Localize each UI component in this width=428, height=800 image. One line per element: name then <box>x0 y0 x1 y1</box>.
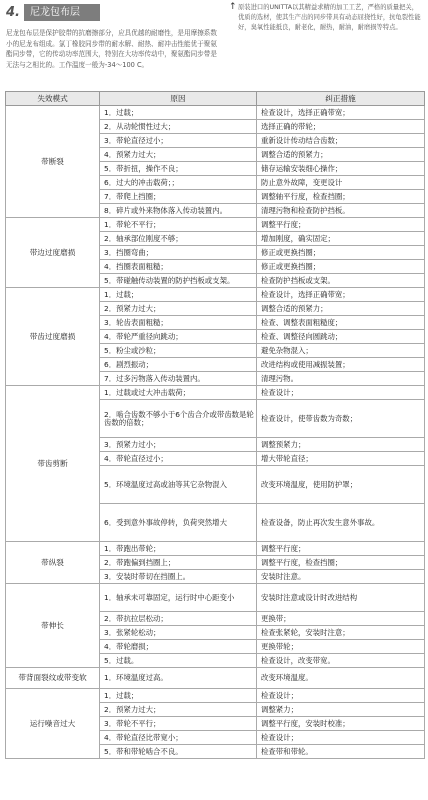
cause-cell: 1．环境温度过高。 <box>100 668 257 689</box>
header-fix: 纠正措施 <box>257 92 425 106</box>
cause-cell: 1．带轮不平行； <box>100 218 257 232</box>
fix-cell: 更换带轮； <box>257 640 425 654</box>
cause-cell: 3．轮齿表面粗糙； <box>100 316 257 330</box>
header-cause: 原因 <box>100 92 257 106</box>
cause-cell: 2．带抗拉层松动； <box>100 612 257 626</box>
table-body <box>6 106 425 759</box>
failure-mode-cell: 带齿过度磨损 <box>6 288 100 386</box>
failure-mode-cell: 运行噪音过大 <box>6 689 100 759</box>
fix-cell: 防止意外故障，变更设计 <box>257 176 425 190</box>
cause-cell: 1．过载； <box>100 689 257 703</box>
cause-cell: 4．带轮直径比带宽小； <box>100 731 257 745</box>
failure-mode-cell: 带伸长 <box>6 584 100 668</box>
failure-mode-cell: 带背面裂纹或带变软 <box>6 668 100 689</box>
fix-cell: 选择正确的带轮； <box>257 120 425 134</box>
fix-cell: 检查、调整表面粗糙度； <box>257 316 425 330</box>
failure-table <box>5 91 425 759</box>
cause-cell: 3．挡圈弯曲； <box>100 246 257 260</box>
cause-cell: 2．从动轮惯性过大； <box>100 120 257 134</box>
fix-cell: 重新设计传动结合齿数； <box>257 134 425 148</box>
fix-cell: 检查设计； <box>257 386 425 400</box>
cause-cell: 5．带碰触传动装置的防护挡板或支架。 <box>100 274 257 288</box>
fix-cell: 避免杂物混入； <box>257 344 425 358</box>
cause-cell: 1．过载或过大冲击载荷； <box>100 386 257 400</box>
cause-cell: 6．过大的冲击载荷；； <box>100 176 257 190</box>
fix-cell: 检查设备，防止再次发生意外事故。 <box>257 504 425 542</box>
cause-cell: 7．过多污物落入传动装置内。 <box>100 372 257 386</box>
table-row <box>6 106 425 120</box>
cause-cell: 4．带轮直径过小； <box>100 452 257 466</box>
cause-cell: 4．预紧力过大； <box>100 148 257 162</box>
fix-cell: 更换带； <box>257 612 425 626</box>
fix-cell: 检查设计，使带齿数为奇数； <box>257 400 425 438</box>
cause-cell: 2．预紧力过大； <box>100 703 257 717</box>
fix-cell: 调整轴平行度，检查挡圈； <box>257 190 425 204</box>
cause-cell: 5．带和带轮啮合不良。 <box>100 745 257 759</box>
up-arrow-icon: ↑ <box>229 2 237 12</box>
fix-cell: 调整紧力； <box>257 703 425 717</box>
fix-cell: 安装时注意或设计时改进结构 <box>257 584 425 612</box>
cause-cell: 3．带轮不平行； <box>100 717 257 731</box>
cause-cell: 3．安装时带切在挡圈上。 <box>100 570 257 584</box>
fix-cell: 清理污物和检查防护挡板。 <box>257 204 425 218</box>
cause-cell: 6．剧烈振动； <box>100 358 257 372</box>
table-header-row <box>6 92 425 106</box>
cause-cell: 1．带跑出带轮； <box>100 542 257 556</box>
fix-cell: 检查设计； <box>257 689 425 703</box>
cause-cell: 2．啮合齿数不够小于6个齿合介或带齿数是轮齿数的倍数； <box>100 400 257 438</box>
cause-cell: 4．挡圈表面粗糙； <box>100 260 257 274</box>
fix-cell: 改进结构或使用减振装置； <box>257 358 425 372</box>
table-row <box>6 288 425 302</box>
fix-cell: 修正或更换挡圈； <box>257 246 425 260</box>
cause-cell: 3．预紧力过小； <box>100 438 257 452</box>
cause-cell: 2．轴承部位刚度不够； <box>100 232 257 246</box>
cause-cell: 1．过载； <box>100 106 257 120</box>
fix-cell: 调整平行度； <box>257 542 425 556</box>
cause-cell: 2．带跑偏到挡圈上； <box>100 556 257 570</box>
cause-cell: 5．过载。 <box>100 654 257 668</box>
failure-mode-cell: 带断裂 <box>6 106 100 218</box>
cause-cell: 7．带爬上挡圈； <box>100 190 257 204</box>
right-note: 原装进口的UNITTA以其精益求精的加工工艺，严格的质量把关，优质的选材，使其生产出的同步带具有动态屈挠性好，抗龟裂性能好，臭氧性能抵良，耐老化，耐热，耐油，耐磨损等特点。 <box>238 4 421 31</box>
cause-cell: 4．带轮磨损； <box>100 640 257 654</box>
fix-cell: 修正或更换挡圈； <box>257 260 425 274</box>
section-number: 4. <box>6 5 20 20</box>
fix-cell: 检查、调整径向圆跳动； <box>257 330 425 344</box>
fix-cell: 改变环境温度，使用防护罩； <box>257 466 425 504</box>
fix-cell: 储存运输安装细心操作； <box>257 162 425 176</box>
cause-cell: 6．受到意外事故停转，负荷突然增大 <box>100 504 257 542</box>
fix-cell: 检查防护挡板或支架。 <box>257 274 425 288</box>
fix-cell: 检查设计，选择正确带宽； <box>257 106 425 120</box>
cause-cell: 5．带折扭，操作不良； <box>100 162 257 176</box>
intro-paragraph: 尼龙包布层是保护胶带的抗磨擦部分，应具优越的耐磨性，是用摩擦系数小的尼龙布组成。氯丁橡胶同步带的耐水解、耐热、耐冲击性能优于聚氨酯同步带，它的传动功率范围大，特别在大功率传动中，聚氨酯同步带是无法与之相比的。工作温度一般为-34～100 C。 <box>6 29 217 69</box>
cause-cell: 8．碎片或外来物体落入传动装置内。 <box>100 204 257 218</box>
table-row <box>6 218 425 232</box>
table-row <box>6 584 425 612</box>
table-row <box>6 668 425 689</box>
failure-mode-cell: 带齿剪断 <box>6 386 100 542</box>
cause-cell: 2．预紧力过大； <box>100 302 257 316</box>
failure-mode-cell: 带纵裂 <box>6 542 100 584</box>
table-row <box>6 542 425 556</box>
section-header <box>0 0 428 92</box>
cause-cell: 5．粉尘或沙粒； <box>100 344 257 358</box>
fix-cell: 检查设计，改变带宽。 <box>257 654 425 668</box>
cause-cell: 3．带轮直径过小； <box>100 134 257 148</box>
cause-cell: 4．带轮严重径向跳动； <box>100 330 257 344</box>
fix-cell: 调整平行度，检查挡圈； <box>257 556 425 570</box>
fix-cell: 检查设计； <box>257 731 425 745</box>
fix-cell: 调整平行度； <box>257 218 425 232</box>
fix-cell: 检查带和带轮。 <box>257 745 425 759</box>
section-title: 尼龙包布层 <box>24 4 100 21</box>
header-mode: 失效模式 <box>6 92 100 106</box>
fix-cell: 增大带轮直径； <box>257 452 425 466</box>
fix-cell: 调整平行度，安装时校准； <box>257 717 425 731</box>
fix-cell: 清理污物。 <box>257 372 425 386</box>
fix-cell: 安装时注意。 <box>257 570 425 584</box>
fix-cell: 调整合适的预紧力； <box>257 302 425 316</box>
fix-cell: 改变环境温度。 <box>257 668 425 689</box>
fix-cell: 调整预紧力； <box>257 438 425 452</box>
fix-cell: 增加刚度，确实固定； <box>257 232 425 246</box>
fix-cell: 调整合适的预紧力； <box>257 148 425 162</box>
table-row <box>6 386 425 400</box>
fix-cell: 检查设计，选择正确带宽； <box>257 288 425 302</box>
table-row <box>6 689 425 703</box>
cause-cell: 1．过载； <box>100 288 257 302</box>
cause-cell: 1．轴承未可靠固定，运行时中心距变小 <box>100 584 257 612</box>
fix-cell: 检查张紧轮，安装时注意； <box>257 626 425 640</box>
cause-cell: 5．环境温度过高或油等其它杂物混入 <box>100 466 257 504</box>
failure-mode-cell: 带边过度磨损 <box>6 218 100 288</box>
cause-cell: 3．张紧轮松动； <box>100 626 257 640</box>
